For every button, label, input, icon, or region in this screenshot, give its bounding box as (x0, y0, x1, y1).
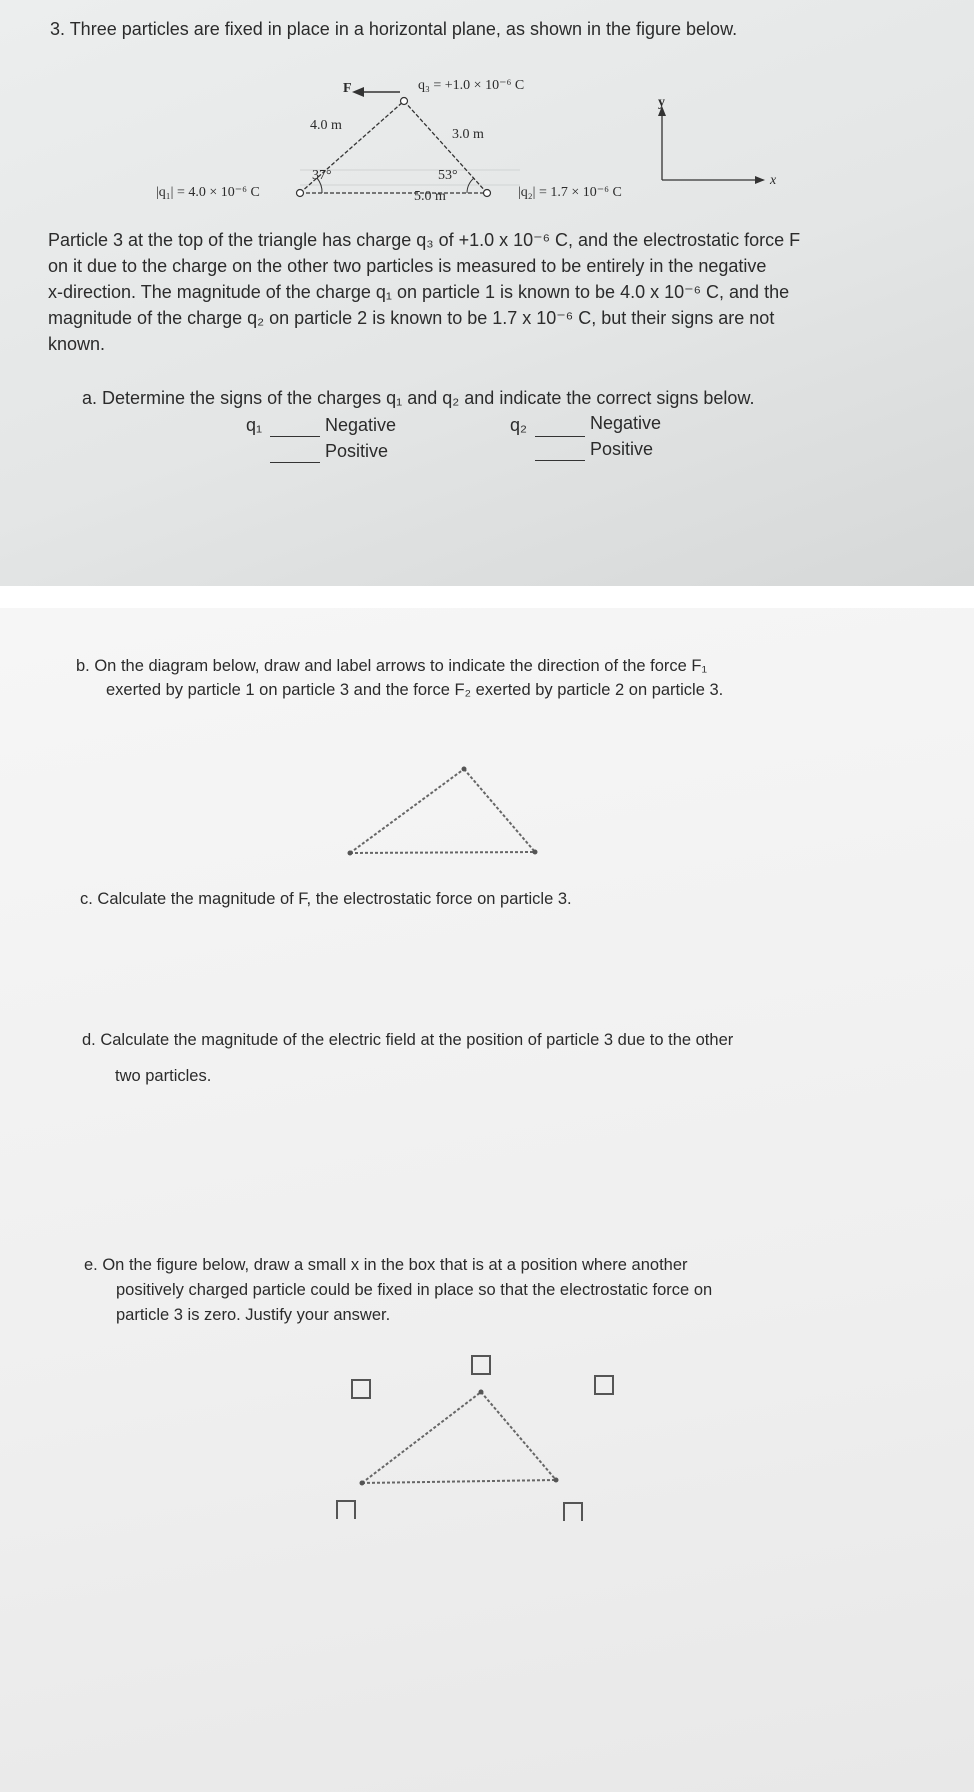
q1-positive-blank[interactable] (270, 444, 320, 463)
answer-box-lower-left[interactable] (337, 1501, 355, 1519)
part-b-triangle[interactable] (0, 760, 976, 880)
page-gap (0, 586, 976, 608)
paragraph-line: known. (48, 334, 106, 354)
answer-box-upper-right[interactable] (595, 1376, 613, 1394)
axis-y-label: y (658, 95, 665, 110)
force-label: F (343, 81, 352, 96)
answer-boxes (0, 1350, 976, 1550)
part-b-line: exerted by particle 1 on particle 3 and the force F₂ exerted by particle 2 on particle 3. (106, 681, 724, 699)
part-b-line: b. On the diagram below, draw and label arrows to indicate the direction of the force F₁ (76, 657, 708, 675)
side-right-length: 3.0 m (452, 127, 484, 142)
answer-box-lower-right[interactable] (564, 1503, 582, 1521)
paragraph-line: magnitude of the charge q₂ on particle 2 is known to be 1.7 x 10⁻⁶ C, but their signs are not (48, 308, 775, 328)
answer-box-upper-left[interactable] (352, 1380, 370, 1398)
part-e-line: positively charged particle could be fixed in place so that the electrostatic force on (116, 1281, 713, 1299)
paragraph-line: on it due to the charge on the other two particles is measured to be entirely in the negative (48, 256, 767, 276)
q1-symbol: q₁ (246, 415, 263, 435)
q2-symbol: q₂ (510, 415, 527, 435)
paragraph-line: Particle 3 at the top of the triangle has charge q₃ of +1.0 x 10⁻⁶ C, and the electrostatic force F (48, 230, 801, 250)
axis-x-label: x (770, 173, 777, 188)
part-a-prompt: a. Determine the signs of the charges q₁ and q₂ and indicate the correct signs below. (82, 388, 755, 408)
q1-positive-option: Positive (325, 441, 389, 461)
paragraph-line: x-direction. The magnitude of the charge q₁ on particle 1 is known to be 4.0 x 10⁻⁶ C, and the (48, 282, 790, 302)
q2-positive-blank[interactable] (535, 442, 585, 461)
angle-left: 37° (312, 168, 332, 183)
q1-negative-blank[interactable] (270, 418, 320, 437)
q1-negative-option: Negative (325, 415, 397, 435)
part-d-line: two particles. (115, 1067, 212, 1085)
part-e-line: e. On the figure below, draw a small x in the box that is at a position where another (84, 1256, 688, 1274)
part-c-line: c. Calculate the magnitude of F, the electrostatic force on particle 3. (80, 890, 572, 908)
question-header: 3. Three particles are fixed in place in a horizontal plane, as shown in the figure below. (50, 19, 738, 39)
q2-negative-blank[interactable] (535, 418, 585, 437)
q2-positive-option: Positive (590, 439, 654, 459)
side-base-length: 5.0 m (414, 189, 446, 204)
part-d-line: d. Calculate the magnitude of the electric field at the position of particle 3 due to the other (82, 1031, 734, 1049)
q3-label: q₃ = +1.0 × 10⁻⁶ C (418, 78, 525, 93)
answer-box-top[interactable] (472, 1356, 490, 1374)
part-e-line: particle 3 is zero. Justify your answer. (116, 1306, 391, 1324)
angle-right: 53° (438, 168, 458, 183)
triangle-diagram (0, 0, 976, 220)
side-left-length: 4.0 m (310, 118, 342, 133)
q2-label: |q₂| = 1.7 × 10⁻⁶ C (518, 185, 622, 200)
q2-negative-option: Negative (590, 413, 662, 433)
q1-label: |q₁| = 4.0 × 10⁻⁶ C (156, 185, 260, 200)
